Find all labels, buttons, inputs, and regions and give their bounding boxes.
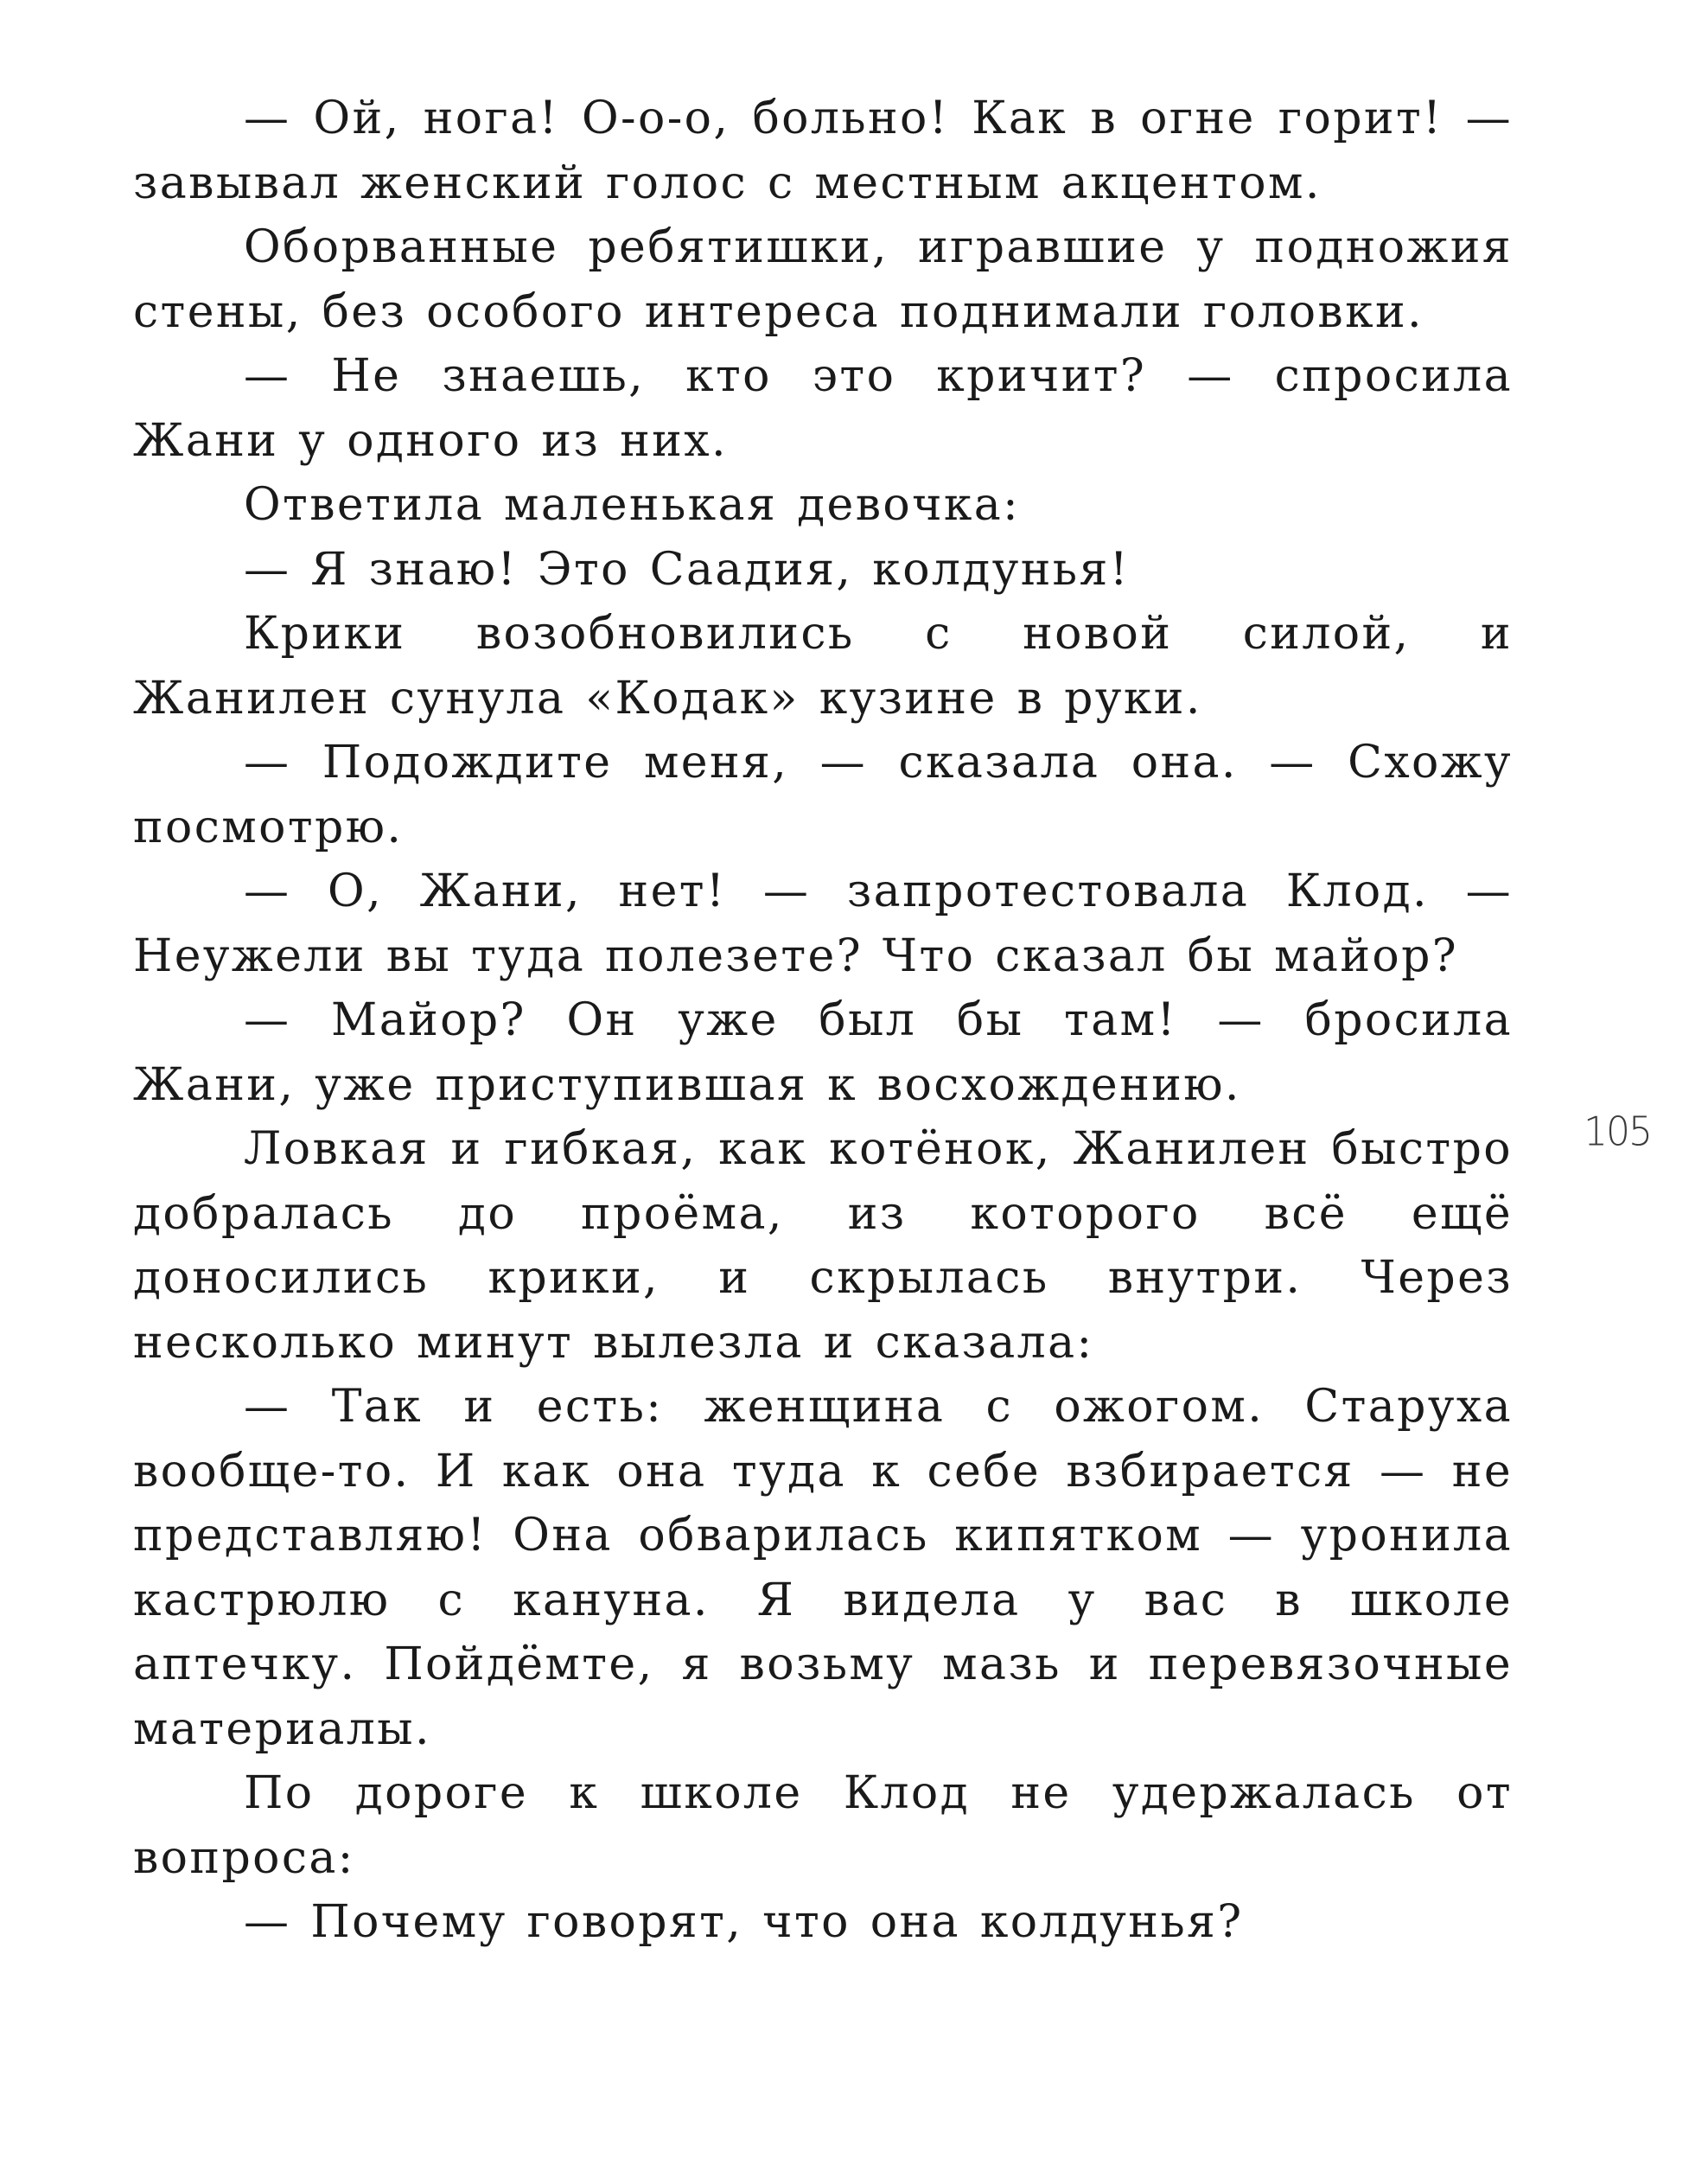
paragraph: — Почему говорят, что она колдунья? [244, 1896, 1244, 1948]
paragraph: — О, Жани, нет! — запротестовала Клод. — Неужели вы туда полезете? Что сказал бы майор? [133, 865, 1513, 982]
paragraph: Ответила маленькая девочка: [244, 479, 1021, 531]
body-text [133, 86, 1513, 1955]
page-number: 105 [1584, 1108, 1651, 1156]
paragraph: — Так и есть: женщина с ожогом. Старуха вообще-то. И как она туда к себе взбирается — не представляю! Она обварилась кипятком — уронила кастрюлю с кануна. Я видела у вас в школе аптечку. Пойдёмте, я возьму мазь и перевязочные материалы. [133, 1381, 1513, 1755]
paragraph: — Подождите меня, — сказала она. — Схожу посмотрю. [133, 737, 1513, 853]
paragraph: — Ой, нога! О-о-о, больно! Как в огне горит! — завывал женский голос с местным акцентом. [133, 93, 1513, 209]
paragraph: Оборванные ребятишки, игравшие у подножия стены, без особого интереса поднимали головки. [133, 221, 1513, 338]
paragraph: По дороге к школе Клод не удержалась от вопроса: [133, 1767, 1513, 1884]
paragraph: — Не знаешь, кто это кричит? — спросила Жани у одного из них. [133, 350, 1513, 467]
paragraph: — Майор? Он уже был бы там! — бросила Жани, уже приступившая к восхождению. [133, 994, 1513, 1111]
paragraph: Ловкая и гибкая, как котёнок, Жанилен быстро добралась до проёма, из которого всё ещё доносились крики, и скрылась внутри. Через несколько минут вылезла и сказала: [133, 1123, 1513, 1369]
paragraph: — Я знаю! Это Саадия, колдунья! [244, 543, 1131, 596]
paragraph: Крики возобновились с новой силой, и Жанилен сунула «Кодак» кузине в руки. [133, 608, 1513, 725]
